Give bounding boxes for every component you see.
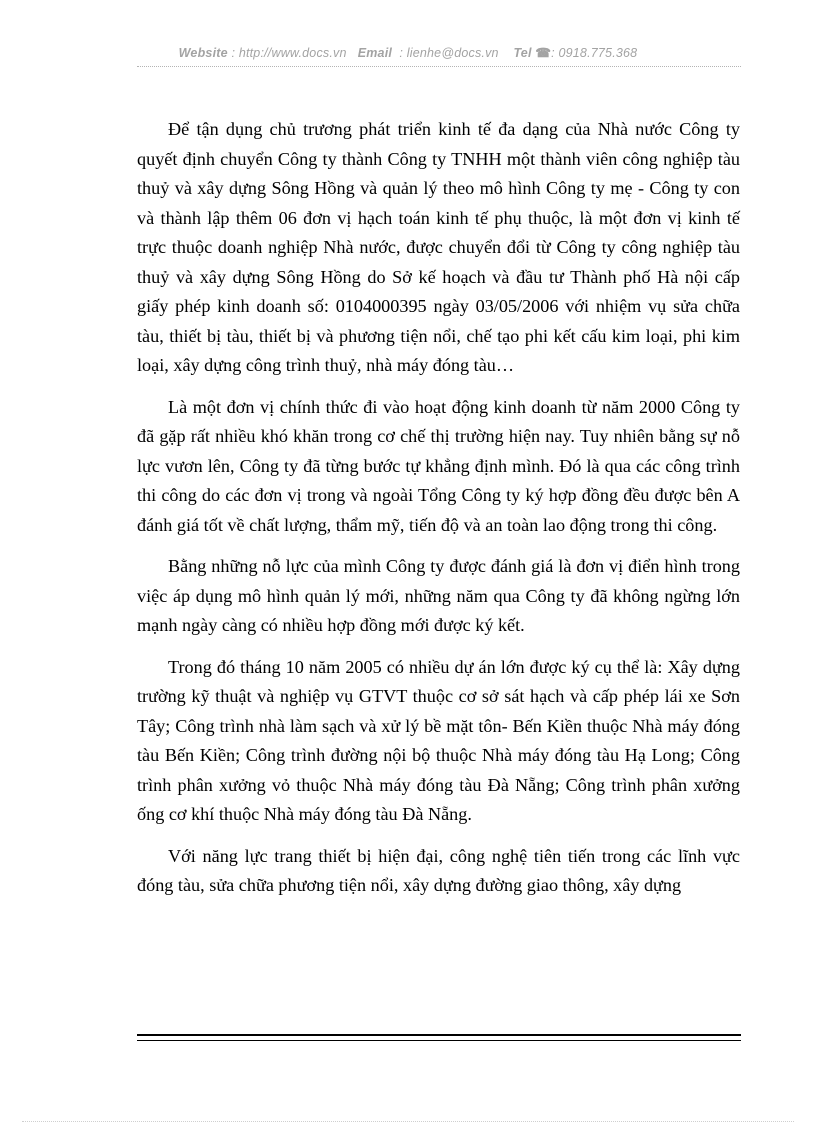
phone-icon: ☎ [535, 46, 552, 60]
paragraph: Với năng lực trang thiết bị hiện đại, công nghệ tiên tiến trong các lĩnh vực đóng tàu, sửa chữa phương tiện nổi, xây dựng đường giao thông, xây dựng [137, 845, 740, 895]
tel-number: 0918.775.368 [558, 46, 638, 60]
website-link[interactable]: http://www.docs.vn [238, 46, 347, 60]
header-divider [137, 66, 741, 67]
document-body [137, 115, 740, 913]
paragraph: Để tận dụng chủ trương phát triển kinh tế đa dạng của Nhà nước Công ty quyết định chuyển Công ty thành Công ty TNHH một thành viên công nghiệp tàu thuỷ và xây dựng Sông Hồng và quản lý theo mô hình Công ty mẹ - Công ty con và thành lập thêm 06 đơn vị hạch toán kinh tế phụ thuộc, là một đơn vị kinh tế trực thuộc doanh nghiệp Nhà nước, được chuyển đổi từ Công ty công nghiệp tàu thuỷ và xây dựng Sông Hồng do Sở kế hoạch và đầu tư Thành phố Hà nội cấp giấy phép kinh doanh số: 0104000395 ngày 03/05/2006 với nhiệm vụ sửa chữa tàu, thiết bị tàu, thiết bị và phương tiện nổi, chế tạo phi kết cấu kim loại, phi kim loại, xây dựng công trình thuỷ, nhà máy đóng tàu… [137, 119, 740, 375]
website-label: Website [178, 46, 228, 60]
footer-divider [137, 1034, 741, 1041]
paragraph: Trong đó tháng 10 năm 2005 có nhiều dự án lớn được ký cụ thể là: Xây dựng trường kỹ thuật và nghiệp vụ GTVT thuộc cơ sở sát hạch và cấp phép lái xe Sơn Tây; Công trình nhà làm sạch và xử lý bề mặt tôn- Bến Kiền thuộc Nhà máy đóng tàu Bến Kiền; Công trình đường nội bộ thuộc Nhà máy đóng tàu Hạ Long; Công trình phân xưởng vỏ thuộc Nhà máy đóng tàu Đà Nẵng; Công trình phân xưởng ống cơ khí thuộc Nhà máy đóng tàu Đà Nẵng. [137, 656, 740, 824]
email-label: Email [357, 46, 393, 60]
paragraph: Là một đơn vị chính thức đi vào hoạt động kinh doanh từ năm 2000 Công ty đã gặp rất nhiều khó khăn trong cơ chế thị trường hiện nay. Tuy nhiên bằng sự nỗ lực vươn lên, Công ty đã từng bước tự khẳng định mình. Đó là qua các công trình thi công do các đơn vị trong và ngoài Tổng Công ty ký hợp đồng đều được bên A đánh giá tốt về chất lượng, thẩm mỹ, tiến độ và an toàn lao động trong thi công. [137, 396, 740, 535]
page-header: Website : http://www.docs.vn Email : lienhe@docs.vn Tel ☎: 0918.775.368 [178, 46, 638, 60]
page-edge-divider [22, 1121, 794, 1122]
email-link[interactable]: lienhe@docs.vn [406, 46, 499, 60]
paragraph: Bằng những nỗ lực của mình Công ty được đánh giá là đơn vị điển hình trong việc áp dụng mô hình quản lý mới, những năm qua Công ty đã không ngừng lớn mạnh ngày càng có nhiều hợp đồng mới được ký kết. [137, 556, 740, 635]
tel-label: Tel [513, 46, 532, 60]
